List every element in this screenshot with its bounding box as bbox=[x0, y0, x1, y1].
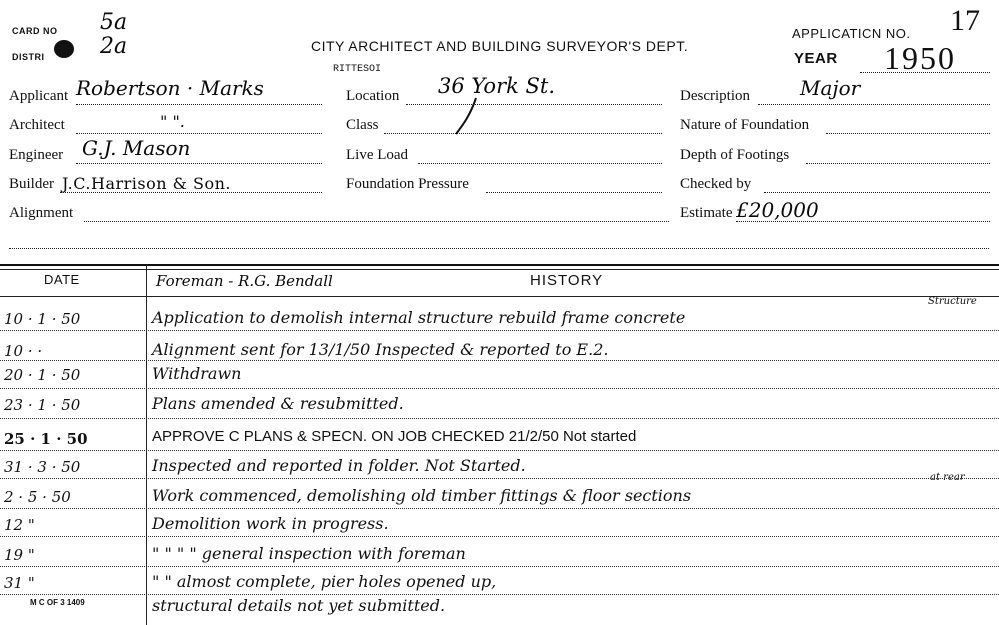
live-load-label: Live Load bbox=[346, 147, 409, 163]
row-history: Inspected and reported in folder. Not Started. bbox=[152, 456, 526, 475]
class-label: Class bbox=[346, 117, 379, 133]
builder-value: J.C.Harrison & Son. bbox=[62, 174, 231, 193]
district-value: 2a bbox=[100, 34, 128, 59]
row-history: Withdrawn bbox=[152, 364, 242, 383]
row-date: 12 " bbox=[4, 516, 35, 534]
row-history: " " almost complete, pier holes opened up, bbox=[152, 572, 497, 591]
checked-by-label: Checked by bbox=[680, 176, 752, 192]
row-history: Plans amended & resubmitted. bbox=[152, 394, 404, 413]
row-history: Application to demolish internal structure rebuild frame concrete bbox=[152, 308, 686, 327]
year-label: YEAR bbox=[794, 50, 838, 67]
row-date: 31 " bbox=[4, 574, 35, 592]
row-history: " " " " general inspection with foreman bbox=[152, 544, 466, 563]
depth-of-footings-label: Depth of Footings bbox=[680, 147, 790, 163]
location-value: 36 York St. bbox=[438, 74, 556, 98]
row-history: Work commenced, demolishing old timber fittings & floor sections bbox=[152, 486, 692, 505]
district-label: DISTRI bbox=[12, 52, 45, 62]
engineer-label: Engineer bbox=[9, 147, 64, 163]
applicant-value: Robertson · Marks bbox=[76, 76, 264, 100]
architect-value: " ". bbox=[160, 112, 185, 131]
row-history: Alignment sent for 13/1/50 Inspected & reported to E.2. bbox=[152, 340, 609, 359]
row-date: 23 · 1 · 50 bbox=[4, 396, 81, 414]
foundation-pressure-label: Foundation Pressure bbox=[346, 176, 469, 192]
row-date: 20 · 1 · 50 bbox=[4, 366, 81, 384]
estimate-label: Estimate bbox=[680, 205, 733, 221]
applicant-label: Applicant bbox=[9, 88, 69, 104]
row-date: 10 · 1 · 50 bbox=[4, 310, 81, 328]
row-history: APPROVE C PLANS & SPECN. ON JOB CHECKED 21/2/50 Not started bbox=[152, 428, 637, 445]
superscript-structure: Structure bbox=[928, 296, 977, 307]
handwritten-stroke bbox=[452, 96, 482, 136]
department-title: CITY ARCHITECT AND BUILDING SURVEYOR'S DEPT. bbox=[311, 38, 689, 54]
estimate-value: £20,000 bbox=[736, 198, 819, 222]
card-no-value: 5a bbox=[100, 10, 128, 35]
row-date: 10 · · bbox=[4, 342, 43, 360]
ink-blot bbox=[54, 40, 74, 58]
form-number: M C OF 3 1409 bbox=[30, 598, 85, 607]
description-value: Major bbox=[800, 76, 861, 100]
row-date: 19 " bbox=[4, 546, 35, 564]
engineer-value: G.J. Mason bbox=[82, 136, 191, 160]
row-date: 25 · 1 · 50 bbox=[4, 430, 88, 448]
card-no-label: CARD NO bbox=[12, 26, 58, 36]
stamp-text: RITTESOI bbox=[333, 64, 382, 75]
location-label: Location bbox=[346, 88, 400, 104]
application-no-value: 17 bbox=[950, 4, 980, 37]
superscript-at-rear: at rear bbox=[930, 472, 965, 483]
date-column-header: DATE bbox=[44, 272, 80, 287]
builder-label: Builder bbox=[9, 176, 54, 192]
alignment-label: Alignment bbox=[9, 205, 74, 221]
foreman-note: Foreman - R.G. Bendall bbox=[156, 272, 333, 290]
architect-label: Architect bbox=[9, 117, 65, 133]
row-history: structural details not yet submitted. bbox=[152, 596, 446, 615]
year-value: 1950 bbox=[884, 40, 956, 76]
row-history: Demolition work in progress. bbox=[152, 514, 389, 533]
row-date: 2 · 5 · 50 bbox=[4, 488, 71, 506]
application-no-label: APPLICATICN NO. bbox=[792, 26, 911, 41]
history-column-header: HISTORY bbox=[530, 272, 604, 289]
row-date: 31 · 3 · 50 bbox=[4, 458, 81, 476]
description-label: Description bbox=[680, 88, 750, 104]
nature-of-foundation-label: Nature of Foundation bbox=[680, 117, 810, 133]
